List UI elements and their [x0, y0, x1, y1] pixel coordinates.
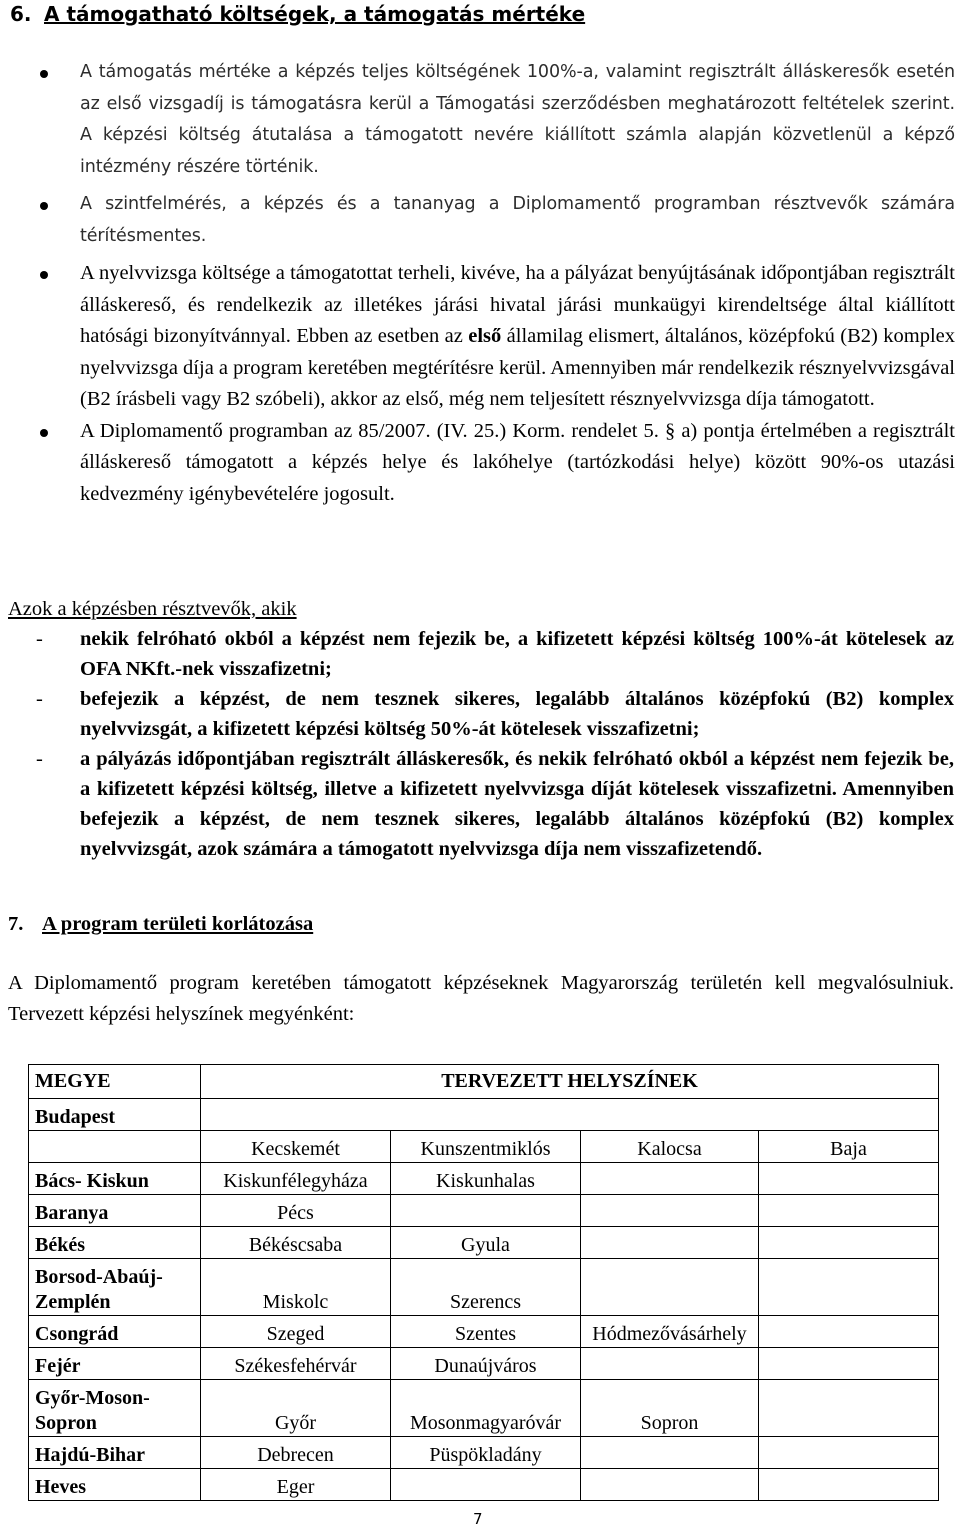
site-cell [759, 1163, 939, 1195]
header-sites: TERVEZETT HELYSZÍNEK [201, 1065, 939, 1099]
section-7-paragraph: A Diplomamentő program keretében támogatott képzéseknek Magyarország területén kell megvalósulniuk. Tervezett képzési helyszínek megyénként: [8, 972, 954, 1025]
site-cell: Győr [201, 1380, 391, 1437]
county-cell: Hajdú-Bihar [29, 1437, 201, 1469]
county-cell: Győr-Moson-Sopron [29, 1380, 201, 1437]
site-cell: Békéscsaba [201, 1227, 391, 1259]
county-cell: Fejér [29, 1348, 201, 1380]
dash-marker: - [36, 628, 43, 650]
repayment-item [8, 744, 954, 864]
county-cell [29, 1131, 201, 1163]
table-row [29, 1316, 939, 1348]
table-row [29, 1227, 939, 1259]
site-cell: Pécs [201, 1195, 391, 1227]
header-county: MEGYE [29, 1065, 201, 1099]
site-cell [581, 1437, 759, 1469]
site-cell [759, 1348, 939, 1380]
site-cell [201, 1099, 939, 1131]
site-cell [581, 1259, 759, 1316]
site-cell [581, 1469, 759, 1501]
table-row [29, 1380, 939, 1437]
section-7-heading [8, 913, 313, 936]
bullet-text: A szintfelmérés, a képzés és a tananyag a Diplomamentő programban résztvevők számára térítésmentes. [80, 194, 955, 246]
site-cell: Mosonmagyaróvár [391, 1380, 581, 1437]
site-cell: Kunszentmiklós [391, 1131, 581, 1163]
table-row [29, 1259, 939, 1316]
bullet-text-part: államilag elismert, általános, középfokú (B2) komplex nyelvvizsga díja a program keretében megtérítésre kerül. Amennyiben már rendelkezik résznyelvvizsgával (B2 írásbeli vagy B2 szóbeli), akkor az első, még nem teljesített résznyelvvizsga díja támogatott. [80, 325, 955, 410]
site-cell [759, 1195, 939, 1227]
bullet-text-part: A nyelvvizsga költsége a támogatottat terheli, kivéve, ha a pályázat benyújtásának időpontjában regisztrált álláskereső, és rendelkezik az illetékes járási hivatal járási munkaügyi kirendeltsége által kiállított hatósági bizonyítvánnyal. Ebben az esetben az [80, 262, 955, 347]
training-sites-table [28, 1064, 939, 1501]
bullet-text: A Diplomamentő programban az 85/2007. (IV. 25.) Korm. rendelet 5. § a) pontja értelmében a regisztrált álláskereső támogatott a képzés helye és lakóhelye (tartózkodási helye) között 90%-os utazási kedvezmény igénybevételére jogosult. [80, 419, 955, 505]
county-cell: Baranya [29, 1195, 201, 1227]
county-cell: Budapest [29, 1099, 201, 1131]
bullet-icon [40, 429, 48, 437]
table-body [29, 1065, 939, 1501]
page-number: 7 [473, 1510, 483, 1528]
support-bullet-list [40, 57, 955, 510]
site-cell [581, 1163, 759, 1195]
table-header-row [29, 1065, 939, 1099]
site-cell [759, 1316, 939, 1348]
bullet-text-emphasis: első [468, 325, 502, 347]
repayment-text: a pályázás időpontjában regisztrált álláskeresők, és nekik felróható okból a képzést nem fejezik be, a kifizetett képzési költség, illetve a kifizetett nyelvvizsga díját kötelesek visszafizetni. Amennyiben befejezik a képzést, de nem tesznek sikeres, legalább általános középfokú (B2) komplex nyelvvizsgát, azok számára a támogatott nyelvvizsga díja nem visszafizetendő. [80, 748, 954, 860]
dash-marker: - [36, 748, 43, 770]
section-6-number: 6. [10, 2, 32, 26]
table-row [29, 1437, 939, 1469]
bullet-item [40, 258, 955, 416]
repayment-text: befejezik a képzést, de nem tesznek sikeres, legalább általános középfokú (B2) komplex nyelvvizsgát, a kifizetett képzési költség 50%-át kötelesek visszafizetni; [80, 688, 954, 740]
site-cell [759, 1437, 939, 1469]
bullet-item [40, 416, 955, 511]
table-row [29, 1099, 939, 1131]
bullet-text: A támogatás mértéke a képzés teljes költségének 100%-a, valamint regisztrált álláskeresők esetén az első vizsgadíj is támogatásra kerül a Támogatási szerződésben meghatározott feltételek szerint. A képzési költség átutalása a támogatott nevére kiállított számla alapján közvetlenül a képző intézmény részére történik. [80, 62, 955, 177]
site-cell: Gyula [391, 1227, 581, 1259]
site-cell: Kiskunhalas [391, 1163, 581, 1195]
county-cell: Békés [29, 1227, 201, 1259]
section-6-title: A támogatható költségek, a támogatás mértéke [44, 2, 586, 26]
site-cell [581, 1348, 759, 1380]
county-cell: Bács- Kiskun [29, 1163, 201, 1195]
section-6-heading [10, 2, 585, 26]
repayment-text: nekik felróható okból a képzést nem fejezik be, a kifizetett képzési költség 100%-át kötelesek az OFA NKft.-nek visszafizetni; [80, 628, 954, 680]
bullet-icon [40, 70, 48, 78]
table-row [29, 1469, 939, 1501]
site-cell [581, 1227, 759, 1259]
table-row [29, 1195, 939, 1227]
bullet-icon [40, 271, 48, 279]
bullet-item [40, 57, 955, 183]
site-cell [759, 1469, 939, 1501]
site-cell: Kiskunfélegyháza [201, 1163, 391, 1195]
site-cell [391, 1195, 581, 1227]
section-7-number: 7. [8, 913, 24, 935]
bullet-icon [40, 202, 48, 210]
site-cell [391, 1469, 581, 1501]
site-cell: Hódmezővásárhely [581, 1316, 759, 1348]
site-cell: Eger [201, 1469, 391, 1501]
site-cell: Szerencs [391, 1259, 581, 1316]
site-cell: Kecskemét [201, 1131, 391, 1163]
repayment-heading: Azok a képzésben résztvevők, akik [8, 598, 297, 620]
section-7-title: A program területi korlátozása [42, 913, 314, 935]
site-cell: Sopron [581, 1380, 759, 1437]
site-cell: Szeged [201, 1316, 391, 1348]
repayment-item [8, 684, 954, 744]
site-cell [759, 1227, 939, 1259]
site-cell: Dunaújváros [391, 1348, 581, 1380]
repayment-item [8, 624, 954, 684]
site-cell: Debrecen [201, 1437, 391, 1469]
site-cell: Püspökladány [391, 1437, 581, 1469]
table-row [29, 1163, 939, 1195]
site-cell: Szentes [391, 1316, 581, 1348]
site-cell [759, 1259, 939, 1316]
site-cell [759, 1380, 939, 1437]
site-cell: Székesfehérvár [201, 1348, 391, 1380]
site-cell: Miskolc [201, 1259, 391, 1316]
table-row [29, 1348, 939, 1380]
table-row [29, 1131, 939, 1163]
county-cell: Heves [29, 1469, 201, 1501]
site-cell: Kalocsa [581, 1131, 759, 1163]
dash-marker: - [36, 688, 43, 710]
county-cell: Borsod-Abaúj-Zemplén [29, 1259, 201, 1316]
site-cell: Baja [759, 1131, 939, 1163]
bullet-item [40, 189, 955, 252]
county-cell: Csongrád [29, 1316, 201, 1348]
site-cell [581, 1195, 759, 1227]
repayment-list [8, 624, 954, 864]
repayment-section [8, 594, 954, 864]
